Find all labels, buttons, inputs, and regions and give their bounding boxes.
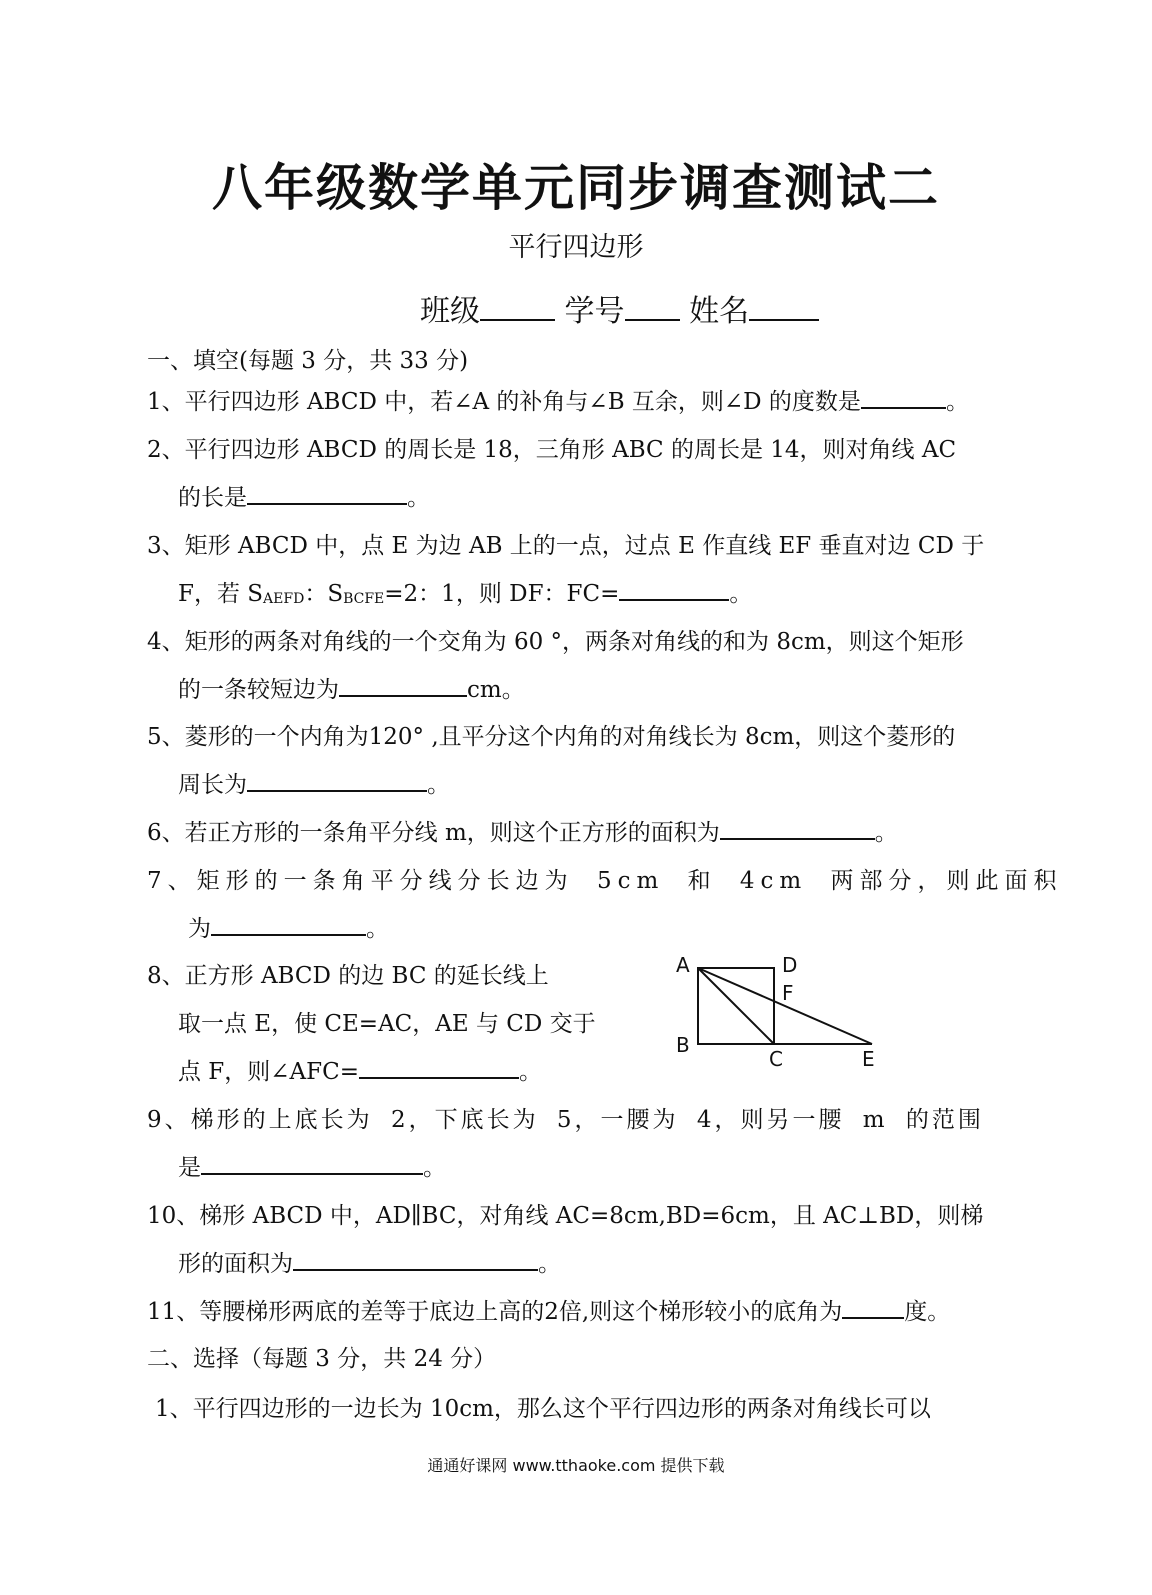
- question-5-line1: 5、菱形的一个内角为120° ,且平分这个内角的对角线长为 8cm，则这个菱形的: [147, 724, 956, 750]
- question-8-line1: 8、正方形 ABCD 的边 BC 的延长线上: [147, 963, 549, 989]
- question-10-line1: 10、梯形 ABCD 中，AD∥BC，对角线 AC=8cm,BD=6cm，且 AC⊥BD，则梯: [147, 1203, 984, 1229]
- question-7-line2: 为 。: [188, 910, 389, 943]
- answer-blank-7[interactable]: [211, 911, 366, 936]
- page-subtitle: 平行四边形: [508, 232, 644, 263]
- diagonal-ac: [698, 968, 774, 1044]
- question-3-line1: 3、矩形 ABCD 中，点 E 为边 AB 上的一点，过点 E 作直线 EF 垂直对边 CD 于: [147, 533, 985, 559]
- answer-blank-10[interactable]: [293, 1246, 538, 1271]
- name-blank[interactable]: [749, 289, 819, 321]
- section2-question-1: 1、平行四边形的一边长为 10cm，那么这个平行四边形的两条对角线长可以: [155, 1396, 931, 1422]
- question-8-line2: 取一点 E，使 CE=AC，AE 与 CD 交于: [178, 1011, 596, 1037]
- question-7-line1: 7、矩形的一条角平分线分长边为 5cm 和 4cm 两部分，则此面积: [147, 868, 1063, 894]
- page-footer: 通通好课网 www.tthaoke.com 提供下载: [427, 1456, 725, 1475]
- question-9-line2: 是 。: [178, 1149, 446, 1182]
- question-8-line3: 点 F，则∠AFC= 。: [178, 1053, 542, 1086]
- answer-blank-3[interactable]: [619, 576, 729, 601]
- class-blank[interactable]: [480, 289, 555, 321]
- answer-blank-6[interactable]: [720, 815, 875, 840]
- answer-blank-5[interactable]: [247, 767, 427, 792]
- answer-blank-4[interactable]: [339, 672, 467, 697]
- question-5-line2: 周长为 。: [178, 766, 450, 799]
- question-9-line1: 9、梯形的上底长为 2，下底长为 5，一腰为 4，则另一腰 m 的范围: [147, 1107, 984, 1133]
- question-1: 1、平行四边形 ABCD 中，若∠A 的补角与∠B 互余，则∠D 的度数是 。: [147, 383, 969, 416]
- section2-header: 二、选择（每题 3 分，共 24 分）: [147, 1346, 497, 1372]
- label-d: D: [782, 953, 798, 977]
- section1-header: 一、填空(每题 3 分，共 33 分): [147, 348, 469, 374]
- question-11: 11、等腰梯形两底的差等于底边上高的2倍,则这个梯形较小的底角为 度。: [147, 1293, 950, 1326]
- label-e: E: [862, 1047, 875, 1071]
- answer-blank-2[interactable]: [247, 480, 407, 505]
- student-info: [420, 286, 819, 330]
- question-2-line2: 的长是 。: [178, 479, 430, 512]
- segment-ae: [698, 968, 872, 1044]
- id-label: 学号: [564, 294, 625, 329]
- question-10-line2: 形的面积为 。: [178, 1245, 561, 1278]
- label-c: C: [769, 1047, 783, 1071]
- question-3-line2: F，若 $S_{AEFD}$：$S_{BCFE}=2$：1，则 DF：FC= 。: [178, 575, 752, 608]
- question-6: 6、若正方形的一条角平分线 m，则这个正方形的面积为 。: [147, 814, 898, 847]
- class-label: 班级: [420, 294, 480, 329]
- id-blank[interactable]: [625, 289, 680, 321]
- question-4-line1: 4、矩形的两条对角线的一个交角为 60 °，两条对角线的和为 8cm，则这个矩形: [147, 629, 964, 655]
- page-title: 八年级数学单元同步调查测试二: [212, 159, 940, 217]
- answer-blank-11[interactable]: [842, 1294, 904, 1319]
- question-4-line2: 的一条较短边为 cm。: [178, 671, 525, 704]
- answer-blank-8[interactable]: [359, 1054, 519, 1079]
- square-figure: [672, 950, 892, 1080]
- question-2-line1: 2、平行四边形 ABCD 的周长是 18，三角形 ABC 的周长是 14，则对角线 AC: [147, 437, 957, 463]
- label-a: A: [676, 953, 690, 977]
- label-f: F: [782, 981, 794, 1005]
- name-label: 姓名: [689, 294, 750, 329]
- label-b: B: [676, 1033, 690, 1057]
- answer-blank-1[interactable]: [861, 384, 946, 409]
- answer-blank-9[interactable]: [201, 1150, 423, 1175]
